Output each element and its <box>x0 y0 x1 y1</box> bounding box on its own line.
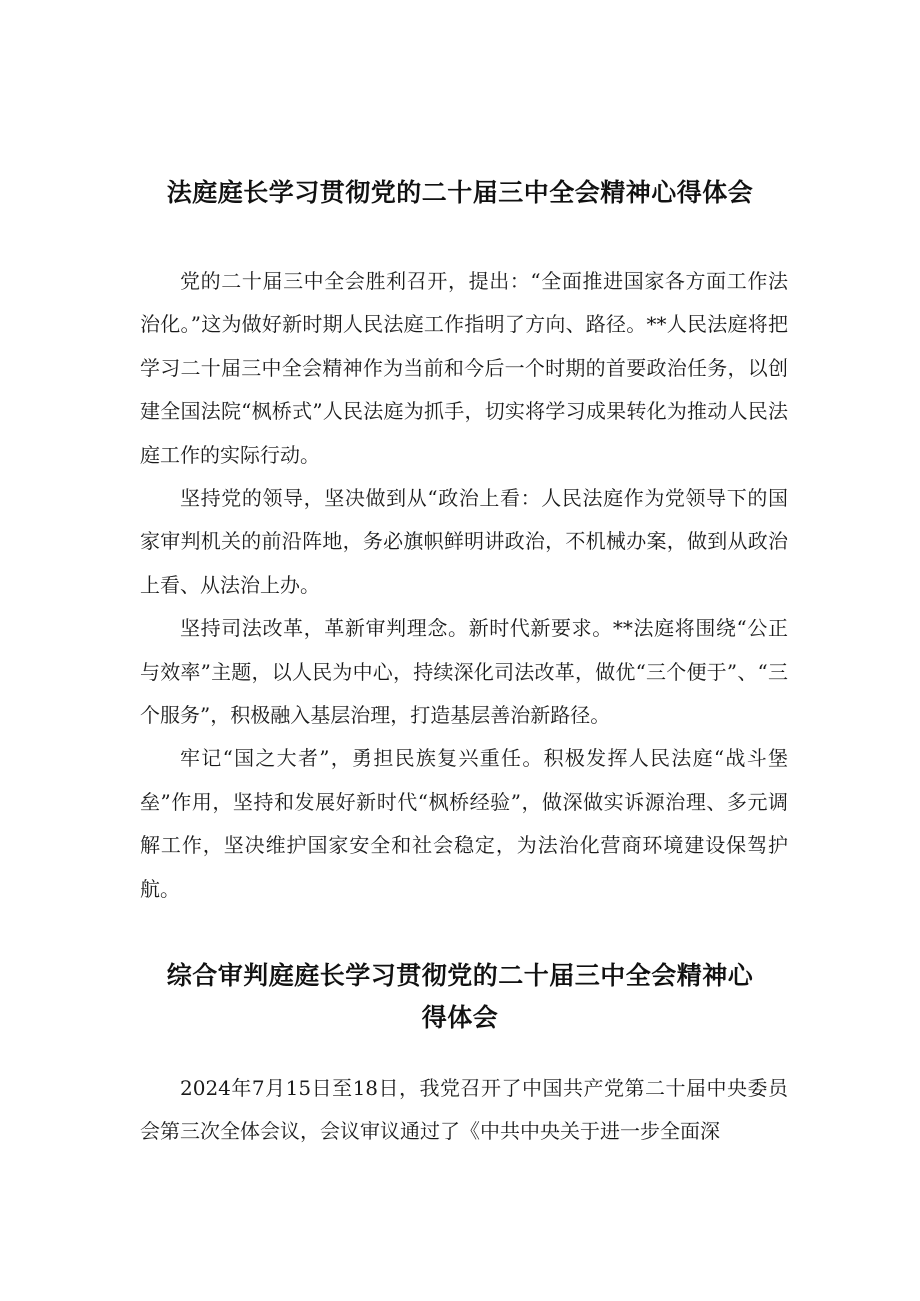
article-1-title: 法庭庭长学习贯彻党的二十届三中全会精神心得体会 <box>166 178 754 207</box>
article-2-body <box>140 1067 788 1154</box>
article-2-title-line-1: 综合审判庭庭长学习贯彻党的二十届三中全会精神心 <box>166 961 754 990</box>
article-1-body <box>140 260 788 911</box>
article-1-paragraph-4: 牢记“国之大者”，勇担民族复兴重任。积极发挥人民法庭“战斗堡垒”作用，坚持和发展好新时代“枫桥经验”，做深做实诉源治理、多元调解工作，坚决维护国家安全和社会稳定，为法治化营商环境建设保驾护航。 <box>140 746 788 901</box>
article-2-title <box>100 955 820 1039</box>
article-1-paragraph-1: 党的二十届三中全会胜利召开，提出：“全面推进国家各方面工作法治化。”这为做好新时期人民法庭工作指明了方向、路径。**人民法庭将把学习二十届三中全会精神作为当前和今后一个时期的首要政治任务，以创建全国法院“枫桥式”人民法庭为抓手，切实将学习成果转化为推动人民法庭工作的实际行动。 <box>140 269 788 467</box>
article-2-paragraph-1: 2024年7月15日至18日，我党召开了中国共产党第二十届中央委员会第三次全体会议，会议审议通过了《中共中央关于进一步全面深 <box>140 1076 788 1144</box>
article-1-paragraph-3: 坚持司法改革，革新审判理念。新时代新要求。**法庭将围绕“公正与效率”主题，以人民为中心，持续深化司法改革，做优“三个便于”、“三个服务”，积极融入基层治理，打造基层善治新路径。 <box>140 616 788 728</box>
article-1-paragraph-2: 坚持党的领导，坚决做到从“政治上看：人民法庭作为党领导下的国家审判机关的前沿阵地，务必旗帜鲜明讲政治，不机械办案，做到从政治上看、从法治上办。 <box>140 486 788 597</box>
article-2-title-line-2: 得体会 <box>421 1003 499 1032</box>
